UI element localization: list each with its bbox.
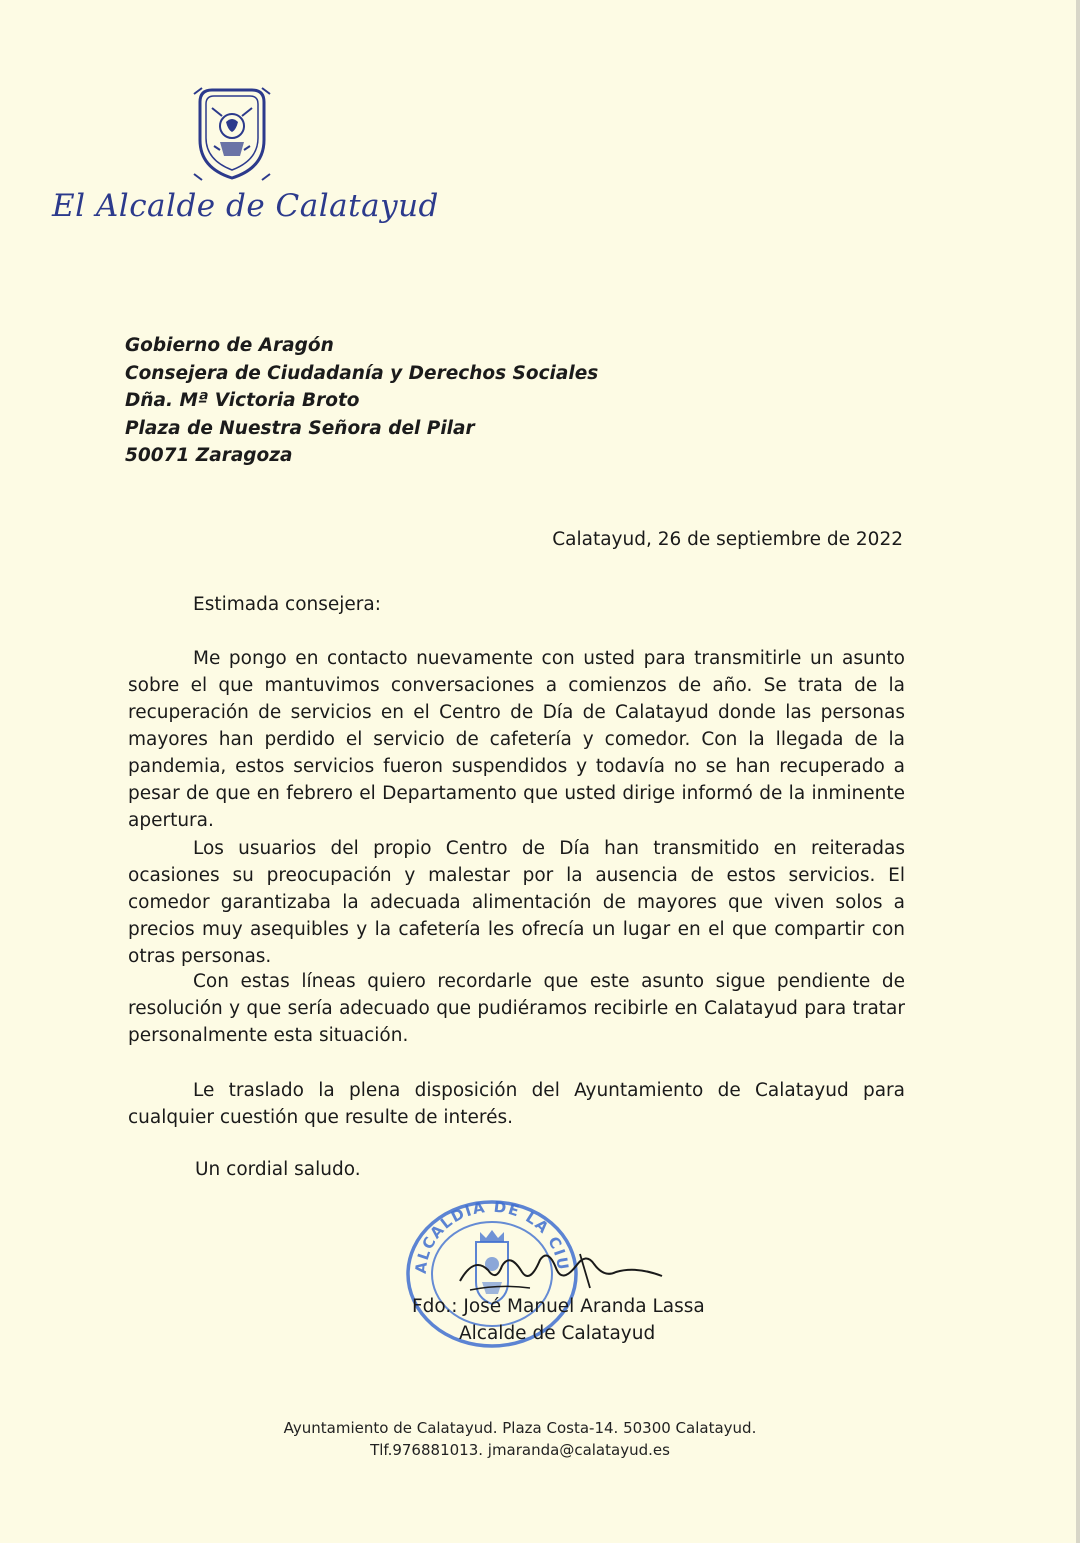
page-edge (1076, 0, 1080, 1543)
footer-address: Ayuntamiento de Calatayud. Plaza Costa-14. 50300 Calatayud. (283, 1419, 757, 1437)
recipient-line: Plaza de Nuestra Señora del Pilar (125, 417, 475, 439)
closing: Un cordial saludo. (195, 1159, 361, 1180)
signer-block (412, 1293, 705, 1347)
recipient-line: Consejera de Ciudadanía y Derechos Sociales (125, 362, 599, 384)
greeting: Estimada consejera: (193, 594, 381, 615)
recipient-line: 50071 Zaragoza (125, 445, 293, 466)
body-paragraph: Le traslado la plena disposición del Ayuntamiento de Calatayud para cualquier cuestión que resulte de interés. (128, 1080, 905, 1128)
signer-name: Fdo.: José Manuel Aranda Lassa (412, 1296, 705, 1317)
recipient-line: Dña. Mª Victoria Broto (125, 390, 360, 411)
recipient-address (125, 332, 598, 470)
body-paragraph: Los usuarios del propio Centro de Día han transmitido en reiteradas ocasiones su preocupación y malestar por la ausencia de estos servicios. El comedor garantizaba la adecuada alimentación de mayores que viven solos a precios muy asequibles y la cafetería les ofrecía un lugar en el que compartir con otras personas. (128, 838, 905, 967)
footer (0, 1417, 1040, 1461)
body-paragraph: Con estas líneas quiero recordarle que este asunto sigue pendiente de resolución y que sería adecuado que pudiéramos recibirle en Calatayud para tratar personalmente esta situación. (128, 971, 905, 1046)
recipient-line: Gobierno de Aragón (125, 335, 334, 356)
stamp-text: ALCALDIA DE LA CIU (411, 1198, 573, 1275)
letter-date: Calatayud, 26 de septiembre de 2022 (552, 529, 903, 550)
body-paragraph: Me pongo en contacto nuevamente con usted para transmitirle un asunto sobre el que mantuvimos conversaciones a comienzos de año. Se trata de la recuperación de servicios en el Centro de Día de Calatayud donde las personas mayores han perdido el servicio de cafetería y comedor. Con la llegada de la pandemia, estos servicios fueron suspendidos y todavía no se han recuperado a pesar de que en febrero el Departamento que usted dirige informó de la inminente apertura. (128, 648, 905, 831)
footer-contact: Tlf.976881013. jmaranda@calatayud.es (370, 1441, 670, 1459)
coat-of-arms-icon (190, 86, 274, 182)
signer-title: Alcalde de Calatayud (459, 1323, 656, 1344)
letterhead-title: El Alcalde de Calatayud (52, 188, 439, 224)
